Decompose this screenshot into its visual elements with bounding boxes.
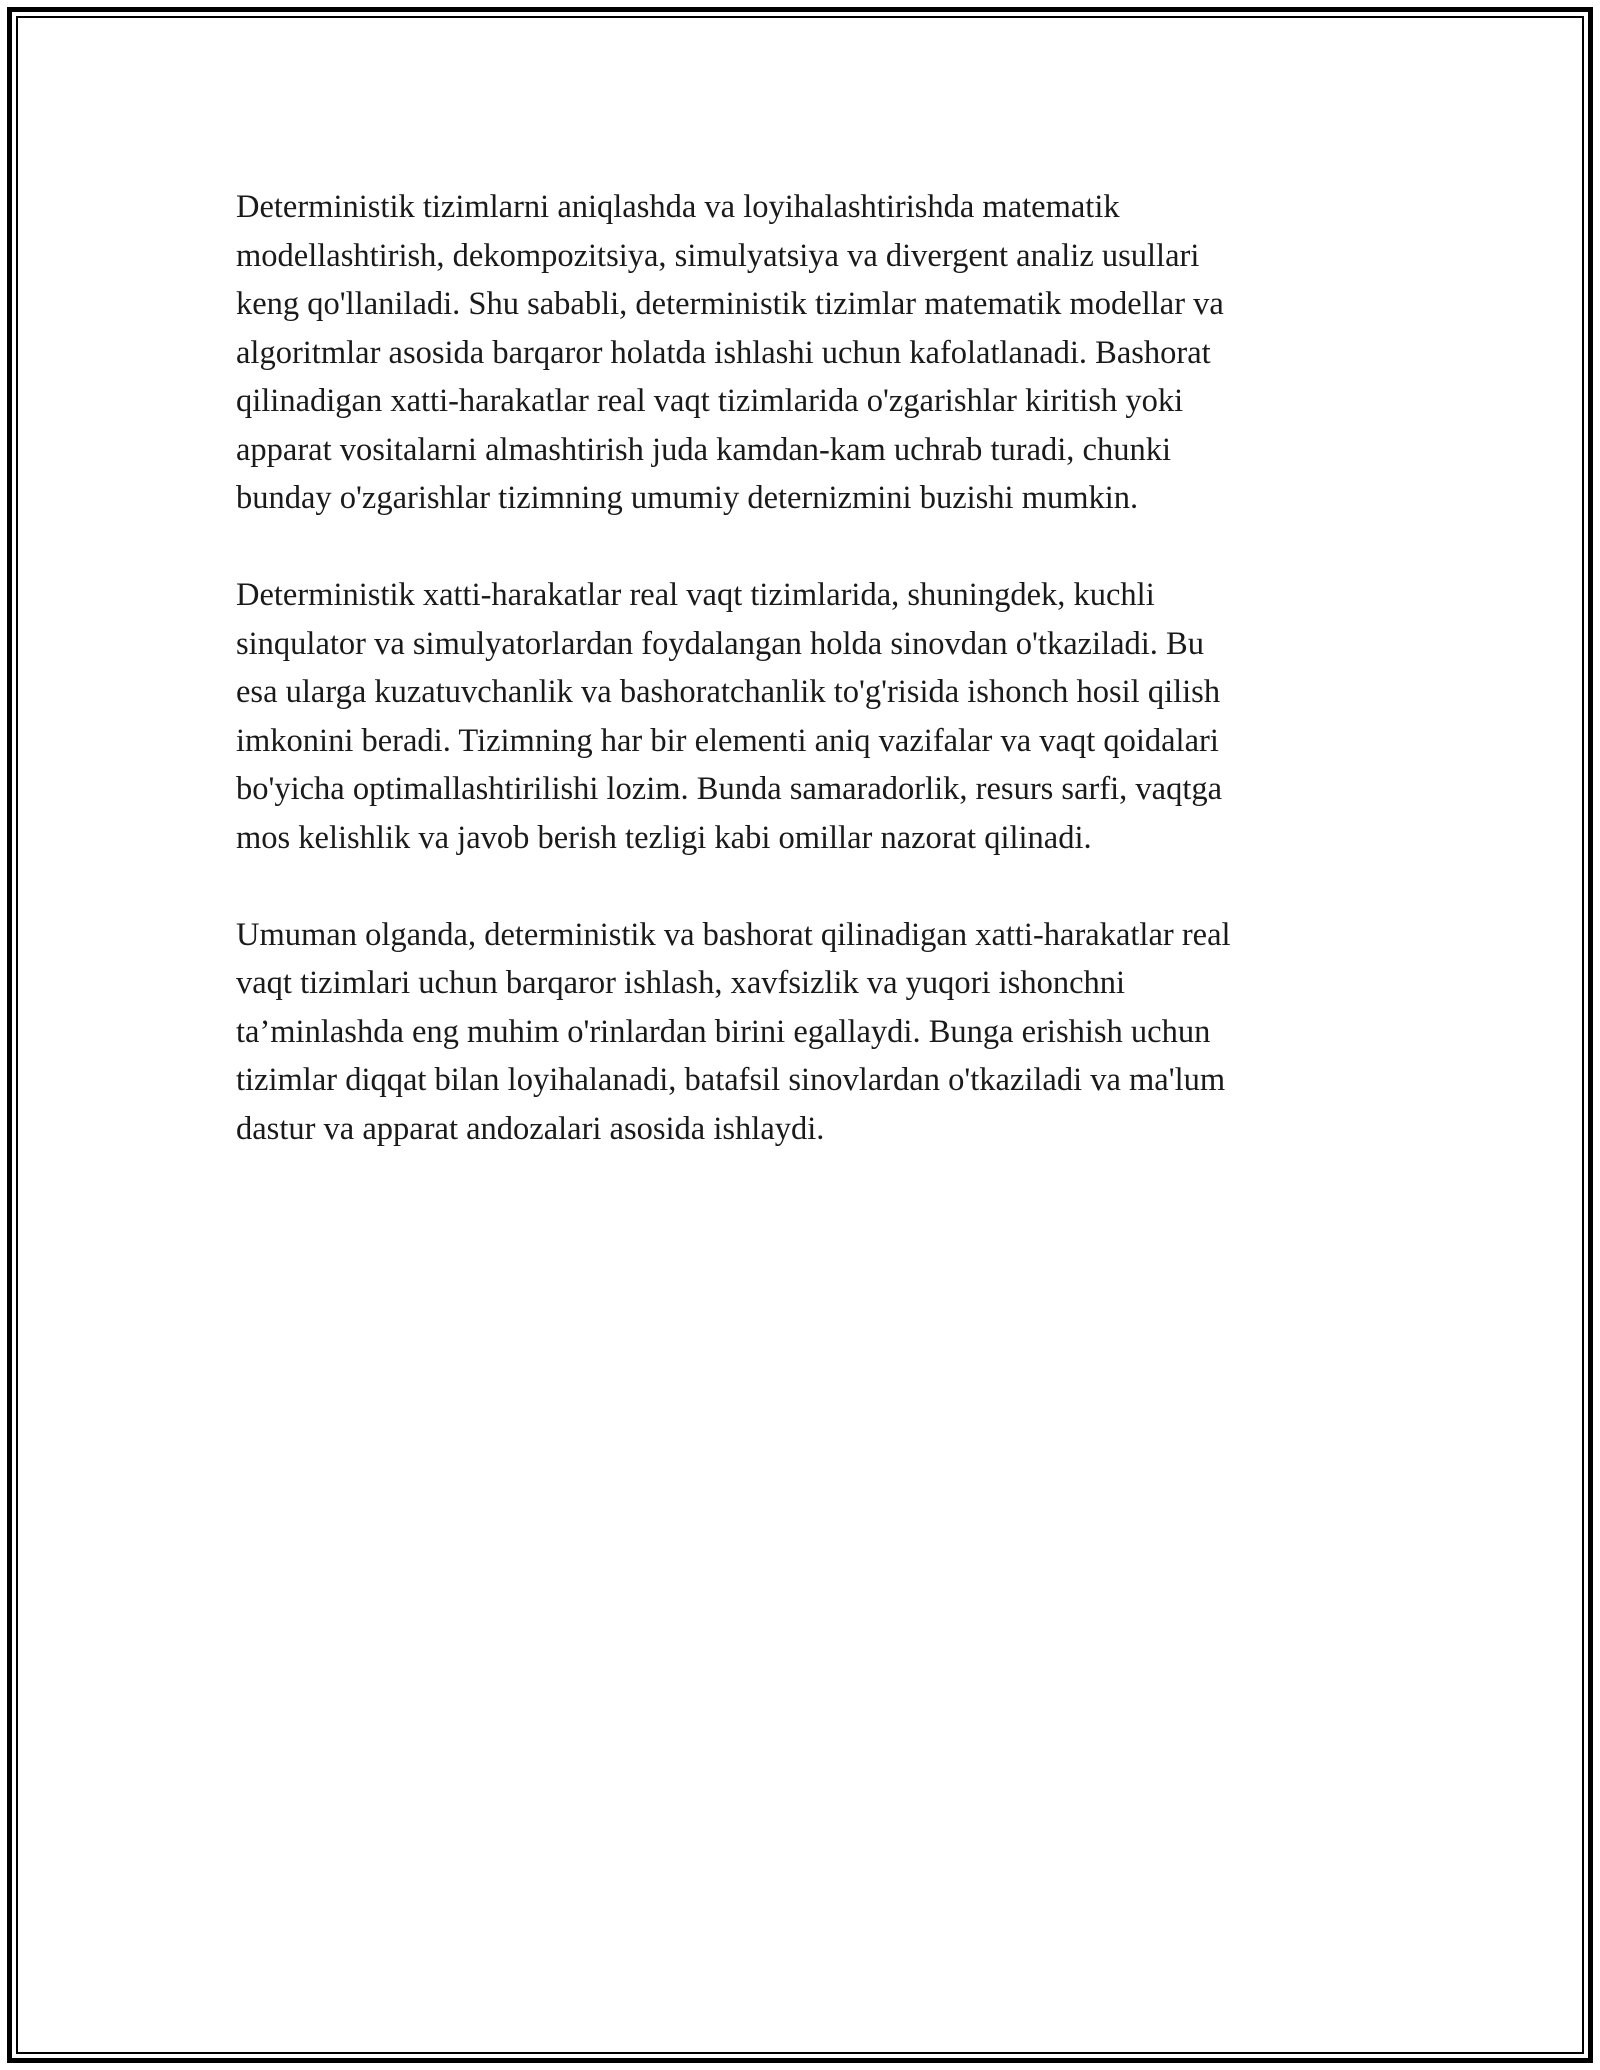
text-line: modellashtirish, dekompozitsiya, simulyatsiya va divergent analiz usullari: [236, 237, 1200, 274]
text-line: ta’minlashda eng muhim o'rinlardan birini egallaydi. Bunga erishish uchun: [236, 1013, 1211, 1050]
text-line: bo'yicha optimallashtirilishi lozim. Bunda samaradorlik, resurs sarfi, vaqtga: [236, 771, 1223, 807]
text-line: Deterministik xatti-harakatlar real vaqt tizimlarida, shuningdek, kuchli: [236, 577, 1155, 613]
text-line: esa ularga kuzatuvchanlik va bashoratchanlik to'g'risida ishonch hosil qilish: [236, 674, 1221, 710]
text-line: qilinadigan xatti-harakatlar real vaqt tizimlarida o'zgarishlar kiritish yoki: [236, 383, 1184, 419]
text-line: Umuman olganda, deterministik va bashorat qilinadigan xatti-harakatlar real: [236, 916, 1231, 953]
text-line: bunday o'zgarishlar tizimning umumiy deternizmini buzishi mumkin.: [236, 480, 1139, 516]
paragraph-3: [236, 911, 1396, 1154]
paragraph-1: [236, 183, 1396, 523]
text-line: mos kelishlik va javob berish tezligi kabi omillar nazorat qilinadi.: [236, 819, 1092, 856]
text-line: algoritmlar asosida barqaror holatda ishlashi uchun kafolatlanadi. Bashorat: [236, 334, 1211, 371]
text-line: sinqulator va simulyatorlardan foydalangan holda sinovdan o'tkaziladi. Bu: [236, 625, 1204, 662]
text-line: keng qo'llaniladi. Shu sababli, deterministik tizimlar matematik modellar va: [236, 286, 1224, 322]
text-line: vaqt tizimlari uchun barqaror ishlash, xavfsizlik va yuqori ishonchni: [236, 965, 1126, 1001]
text-line: imkonini beradi. Tizimning har bir elementi aniq vazifalar va vaqt qoidalari: [236, 722, 1219, 759]
paragraph-2: [236, 571, 1396, 862]
text-line: apparat vositalarni almashtirish juda kamdan-kam uchrab turadi, chunki: [236, 431, 1171, 468]
document-body: [236, 183, 1396, 1202]
text-line: Deterministik tizimlarni aniqlashda va loyihalashtirishda matematik: [236, 189, 1120, 225]
text-line: tizimlar diqqat bilan loyihalanadi, batafsil sinovlardan o'tkaziladi va ma'lum: [236, 1062, 1226, 1098]
text-line: dastur va apparat andozalari asosida ishlaydi.: [236, 1110, 825, 1147]
